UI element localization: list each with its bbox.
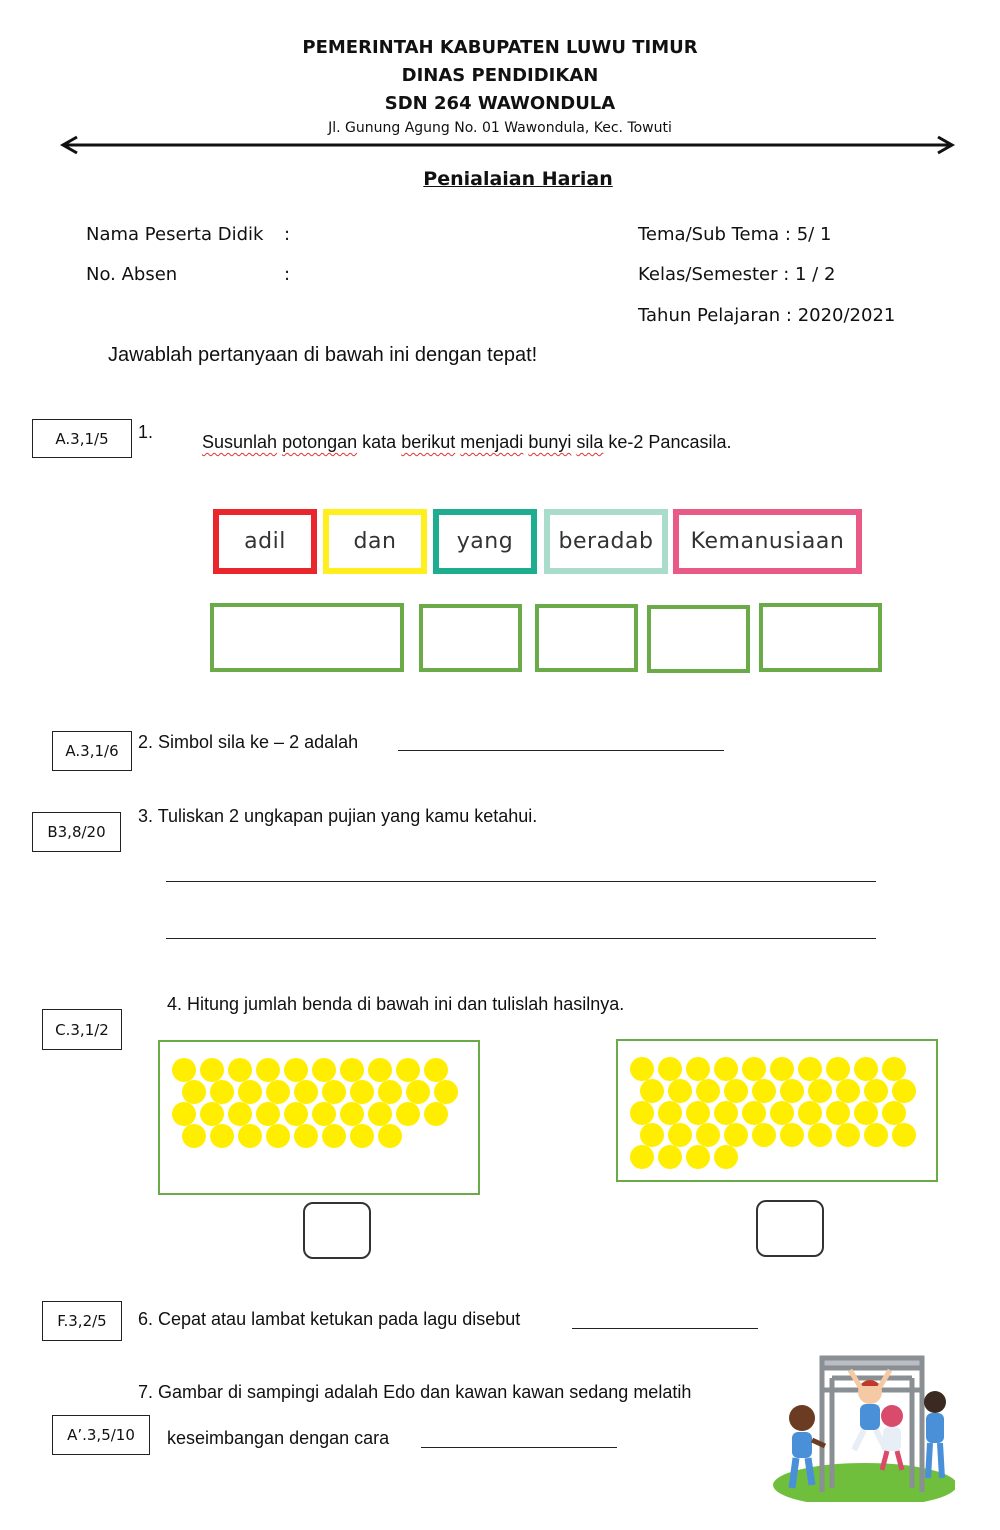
answer-slot-3[interactable]	[535, 604, 638, 672]
header-divider-arrow	[55, 134, 960, 156]
q2-code: A.3,1/6	[52, 731, 132, 771]
counting-dot	[808, 1079, 832, 1103]
counting-dot	[836, 1079, 860, 1103]
counting-dot	[882, 1057, 906, 1081]
counting-dot	[892, 1079, 916, 1103]
answer-slot-4[interactable]	[647, 605, 750, 673]
word-card-dan[interactable]: dan	[323, 509, 427, 574]
tema-info: Tema/Sub Tema : 5/ 1	[638, 224, 832, 245]
counting-dot	[368, 1058, 392, 1082]
counting-dot	[312, 1058, 336, 1082]
counting-dot	[686, 1145, 710, 1169]
answer-slot-1[interactable]	[210, 603, 404, 672]
answer-slot-5[interactable]	[759, 603, 882, 672]
counting-dot	[714, 1145, 738, 1169]
word-card-adil[interactable]: adil	[213, 509, 317, 574]
counting-dot	[228, 1058, 252, 1082]
count-answer-box-a[interactable]	[303, 1202, 371, 1259]
absen-colon: :	[284, 264, 291, 285]
counting-dot	[200, 1058, 224, 1082]
counting-dot	[658, 1101, 682, 1125]
counting-dot	[294, 1080, 318, 1104]
counting-dot	[182, 1124, 206, 1148]
counting-dot	[882, 1101, 906, 1125]
counting-dot	[294, 1124, 318, 1148]
counting-dot	[808, 1123, 832, 1147]
q1-word: menjadi	[460, 432, 524, 452]
q6-answer-line[interactable]	[572, 1328, 758, 1329]
q4-code: C.3,1/2	[42, 1009, 122, 1050]
counting-dot	[406, 1080, 430, 1104]
q1-word: Susunlah	[202, 432, 278, 452]
count-answer-box-b[interactable]	[756, 1200, 824, 1257]
counting-dot	[424, 1058, 448, 1082]
absen-label: No. Absen	[86, 264, 178, 285]
counting-dot	[266, 1124, 290, 1148]
counting-dot	[714, 1057, 738, 1081]
kelas-info: Kelas/Semester : 1 / 2	[638, 264, 836, 285]
counting-dot	[200, 1102, 224, 1126]
counting-dot	[752, 1079, 776, 1103]
dot-group-b	[616, 1039, 938, 1182]
counting-dot	[658, 1145, 682, 1169]
counting-dot	[350, 1124, 374, 1148]
word-card-kemanusiaan[interactable]: Kemanusiaan	[673, 509, 862, 574]
counting-dot	[182, 1080, 206, 1104]
counting-dot	[340, 1058, 364, 1082]
student-name-colon: :	[284, 224, 291, 245]
counting-dot	[396, 1102, 420, 1126]
q7-answer-line[interactable]	[421, 1447, 617, 1448]
q3-code: B3,8/20	[32, 812, 121, 852]
counting-dot	[238, 1080, 262, 1104]
q2-answer-line[interactable]	[398, 750, 724, 751]
counting-dot	[798, 1101, 822, 1125]
counting-dot	[826, 1101, 850, 1125]
counting-dot	[630, 1101, 654, 1125]
q1-text	[202, 432, 731, 453]
q6-text: 6. Cepat atau lambat ketukan pada lagu disebut	[138, 1309, 521, 1329]
counting-dot	[256, 1058, 280, 1082]
counting-dot	[696, 1079, 720, 1103]
word-card-yang[interactable]: yang	[433, 509, 537, 574]
counting-dot	[238, 1124, 262, 1148]
counting-dot	[350, 1080, 374, 1104]
counting-dot	[256, 1102, 280, 1126]
counting-dot	[798, 1057, 822, 1081]
counting-dot	[640, 1079, 664, 1103]
counting-dot	[724, 1123, 748, 1147]
header-government: PEMERINTAH KABUPATEN LUWU TIMUR	[302, 37, 698, 58]
q7-text-line1: 7. Gambar di sampingi adalah Edo dan kawan kawan sedang melatih	[138, 1382, 692, 1402]
counting-dot	[378, 1080, 402, 1104]
counting-dot	[892, 1123, 916, 1147]
counting-dot	[396, 1058, 420, 1082]
q1-word: sila	[576, 432, 604, 452]
counting-dot	[836, 1123, 860, 1147]
q1-word: kata	[362, 432, 397, 452]
q1-word: berikut	[401, 432, 456, 452]
counting-dot	[630, 1057, 654, 1081]
q1-word: ke-2 Pancasila.	[608, 432, 732, 452]
counting-dot	[378, 1124, 402, 1148]
q7-text-line2: keseimbangan dengan cara	[167, 1428, 390, 1448]
counting-dot	[780, 1079, 804, 1103]
counting-dot	[742, 1057, 766, 1081]
counting-dot	[864, 1123, 888, 1147]
counting-dot	[210, 1080, 234, 1104]
q7-code: A’.3,5/10	[52, 1415, 150, 1455]
counting-dot	[658, 1057, 682, 1081]
kids-climbing-frame-illustration	[770, 1350, 955, 1502]
counting-dot	[854, 1057, 878, 1081]
counting-dot	[322, 1080, 346, 1104]
counting-dot	[630, 1145, 654, 1169]
counting-dot	[640, 1123, 664, 1147]
q1-word: bunyi	[528, 432, 572, 452]
counting-dot	[228, 1102, 252, 1126]
counting-dot	[714, 1101, 738, 1125]
counting-dot	[696, 1123, 720, 1147]
page-title: Penialaian Harian	[423, 168, 613, 190]
counting-dot	[284, 1102, 308, 1126]
student-name-label: Nama Peserta Didik	[86, 224, 264, 245]
counting-dot	[752, 1123, 776, 1147]
answer-slot-2[interactable]	[419, 604, 522, 672]
q1-number: 1.	[138, 422, 154, 442]
q3-answer-line-2[interactable]	[166, 938, 876, 939]
counting-dot	[368, 1102, 392, 1126]
q3-text: 3. Tuliskan 2 ungkapan pujian yang kamu ketahui.	[138, 806, 538, 826]
counting-dot	[172, 1102, 196, 1126]
instruction: Jawablah pertanyaan di bawah ini dengan tepat!	[108, 344, 538, 366]
header-department: DINAS PENDIDIKAN	[401, 65, 599, 86]
counting-dot	[284, 1058, 308, 1082]
q3-answer-line-1[interactable]	[166, 881, 876, 882]
counting-dot	[424, 1102, 448, 1126]
counting-dot	[266, 1080, 290, 1104]
q1-word: potongan	[282, 432, 358, 452]
counting-dot	[780, 1123, 804, 1147]
word-card-beradab[interactable]: beradab	[544, 509, 668, 574]
counting-dot	[770, 1101, 794, 1125]
q2-text: 2. Simbol sila ke – 2 adalah	[138, 732, 359, 752]
counting-dot	[742, 1101, 766, 1125]
header-address: Jl. Gunung Agung No. 01 Wawondula, Kec. Towuti	[328, 120, 672, 136]
counting-dot	[340, 1102, 364, 1126]
counting-dot	[172, 1058, 196, 1082]
tahun-info: Tahun Pelajaran : 2020/2021	[638, 305, 896, 326]
counting-dot	[770, 1057, 794, 1081]
q6-code: F.3,2/5	[42, 1301, 122, 1341]
counting-dot	[724, 1079, 748, 1103]
counting-dot	[210, 1124, 234, 1148]
counting-dot	[686, 1057, 710, 1081]
counting-dot	[312, 1102, 336, 1126]
q1-code: A.3,1/5	[32, 419, 132, 458]
counting-dot	[434, 1080, 458, 1104]
counting-dot	[864, 1079, 888, 1103]
counting-dot	[668, 1079, 692, 1103]
dot-group-a	[158, 1040, 480, 1195]
counting-dot	[854, 1101, 878, 1125]
counting-dot	[668, 1123, 692, 1147]
counting-dot	[322, 1124, 346, 1148]
counting-dot	[686, 1101, 710, 1125]
q4-text: 4. Hitung jumlah benda di bawah ini dan tulislah hasilnya.	[167, 994, 625, 1014]
header-school: SDN 264 WAWONDULA	[384, 93, 616, 114]
counting-dot	[826, 1057, 850, 1081]
